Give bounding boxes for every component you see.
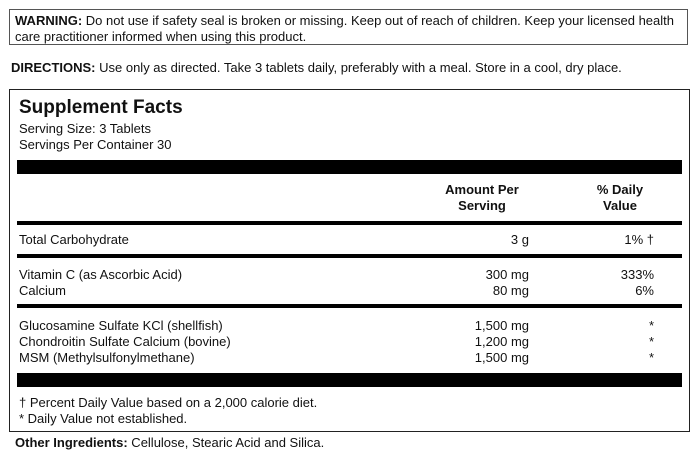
nutrient-name: MSM (Methylsulfonylmethane) <box>19 350 195 365</box>
medium-divider <box>17 304 682 308</box>
nutrient-name: Total Carbohydrate <box>19 232 129 247</box>
nutrient-amount: 1,500 mg <box>474 350 529 365</box>
nutrient-daily-value: * <box>648 350 654 365</box>
thick-divider <box>17 373 682 387</box>
servings-per-container: Servings Per Container 30 <box>19 137 172 152</box>
medium-divider <box>17 221 682 225</box>
directions-text: Use only as directed. Take 3 tablets daily, preferably with a meal. Store in a cool, dry place. <box>95 60 622 75</box>
table-row <box>19 334 680 350</box>
serving-size: Serving Size: 3 Tablets <box>19 121 151 136</box>
nutrient-name: Glucosamine Sulfate KCl (shellfish) <box>19 318 223 333</box>
warning-label: WARNING: <box>15 13 83 28</box>
footnote-daily-value-not-established: * Daily Value not established. <box>19 411 188 426</box>
nutrient-daily-value: 6% <box>635 283 654 298</box>
header-dv-line1: % Daily <box>596 182 644 197</box>
warning-box <box>9 9 688 45</box>
medium-divider <box>17 254 682 258</box>
supplement-facts-title: Supplement Facts <box>19 97 183 118</box>
directions <box>11 60 691 76</box>
nutrient-daily-value: 333% <box>620 267 654 282</box>
other-ingredients <box>15 435 324 451</box>
nutrient-name: Chondroitin Sulfate Calcium (bovine) <box>19 334 231 349</box>
warning-text: Do not use if safety seal is broken or missing. Keep out of reach of children. Keep your licensed health care practitioner informed when using this product. <box>15 13 675 44</box>
header-amount-per-serving <box>408 182 556 214</box>
nutrient-amount: 1,500 mg <box>474 318 529 333</box>
nutrient-daily-value: 1% † <box>624 232 654 247</box>
table-row <box>19 267 680 283</box>
footnote-percent-daily-value: † Percent Daily Value based on a 2,000 calorie diet. <box>19 395 318 410</box>
thick-divider <box>17 160 682 174</box>
nutrient-amount: 80 mg <box>492 283 529 298</box>
other-ingredients-label: Other Ingredients: <box>15 435 128 450</box>
nutrient-name: Vitamin C (as Ascorbic Acid) <box>19 267 183 282</box>
header-amount-line1: Amount Per <box>445 182 519 197</box>
table-row <box>19 318 680 334</box>
table-row <box>19 283 680 299</box>
nutrient-amount: 3 g <box>510 232 529 247</box>
directions-label: DIRECTIONS: <box>11 60 96 75</box>
nutrient-daily-value: * <box>648 334 654 349</box>
table-row <box>19 232 680 248</box>
header-amount-line2: Serving <box>458 198 506 213</box>
other-ingredients-text: Cellulose, Stearic Acid and Silica. <box>127 435 325 450</box>
nutrient-amount: 300 mg <box>485 267 529 282</box>
nutrient-daily-value: * <box>648 318 654 333</box>
header-dv-line2: Value <box>603 198 637 213</box>
nutrient-amount: 1,200 mg <box>474 334 529 349</box>
header-daily-value <box>576 182 664 214</box>
table-row <box>19 350 680 366</box>
nutrient-name: Calcium <box>19 283 66 298</box>
supplement-facts-panel <box>9 89 690 432</box>
